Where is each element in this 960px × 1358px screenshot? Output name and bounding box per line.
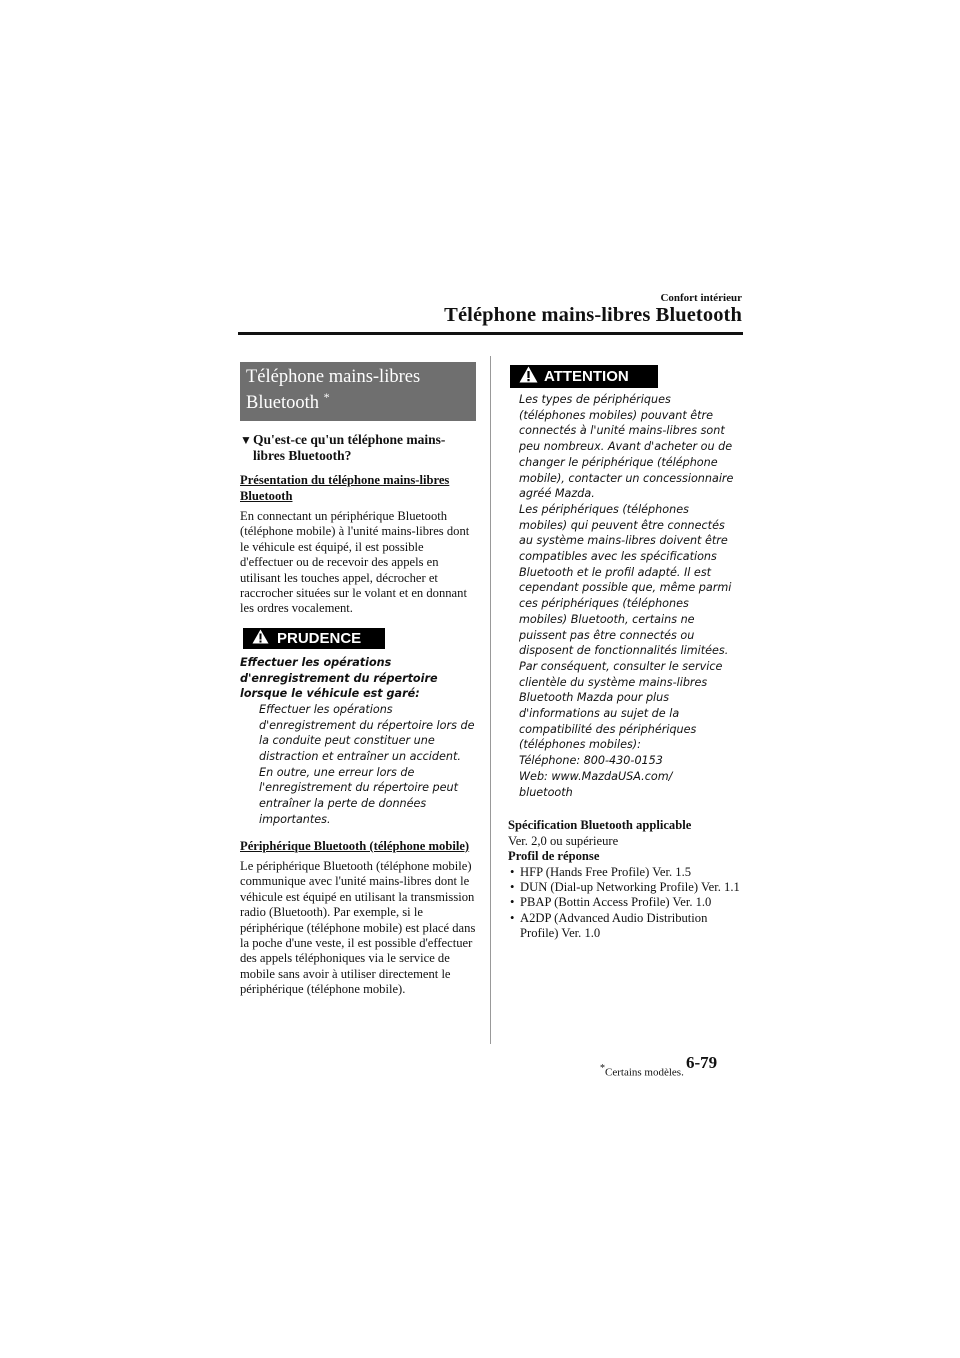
- profile-item: • HFP (Hands Free Profile) Ver. 1.5: [510, 864, 692, 879]
- spec-version: Ver. 2,0 ou supérieure: [508, 833, 619, 848]
- attention-line: d'informations au sujet de la: [519, 707, 680, 721]
- section-title-line1: Téléphone mains-libres: [246, 367, 421, 387]
- footnote-star: *: [600, 1063, 605, 1074]
- attention-line: mobiles) Bluetooth, certains ne: [519, 612, 695, 626]
- section-title-line2: Bluetooth: [246, 393, 319, 414]
- overview-paragraph: En connectant un périphérique Bluetooth (téléphone mobile) à l'unité mains-libres dont le véhicule est équipé, il est possible d'effectuer ou de recevoir des appels en utilisant les touches appel, décrocher et raccrocher situées sur le volant et en donnant les ordres vocalement.: [240, 508, 470, 616]
- attention-line: Web: www.MazdaUSA.com/: [519, 769, 673, 783]
- bullet-icon: •: [510, 910, 515, 925]
- prudence-intro: Effectuer les opérations d'enregistrement du répertoire lorsque le véhicule est garé:: [240, 655, 438, 701]
- attention-line: compatibilité des périphériques: [519, 722, 697, 736]
- question-heading: [240, 432, 476, 464]
- attention-line: (téléphones mobiles):: [519, 738, 641, 752]
- attention-line: Bluetooth et le profil adapté. Il est: [519, 565, 712, 579]
- attention-line: puissent pas être connectés ou: [519, 628, 695, 642]
- profile-title: Profil de réponse: [508, 849, 600, 864]
- attention-line: Les types de périphériques: [519, 393, 671, 406]
- attention-line: peu nombreux. Avant d'acheter ou de: [519, 440, 733, 454]
- spec-title: Spécification Bluetooth applicable: [508, 818, 692, 833]
- page-number: 6-79: [686, 1053, 718, 1072]
- attention-line: ces périphériques (téléphones: [519, 597, 689, 611]
- optional-equipment-star: *: [323, 390, 330, 404]
- prudence-badge: [243, 628, 385, 649]
- left-column: [240, 362, 476, 998]
- attention-line: cependant possible que, même parmi: [519, 581, 732, 595]
- header-rule: [238, 332, 743, 335]
- attention-line: changer le périphérique (téléphone: [519, 455, 718, 469]
- attention-line: Téléphone: 800-430-0153: [519, 754, 663, 768]
- attention-line: mobile), contacter un concessionnaire: [519, 471, 734, 485]
- column-divider: [490, 356, 491, 1044]
- bullet-icon: •: [510, 879, 515, 894]
- attention-line: disposent de fonctionnalités limitées.: [519, 644, 729, 658]
- profile-item: • DUN (Dial-up Networking Profile) Ver. 1.1: [510, 879, 740, 894]
- device-paragraph: Le périphérique Bluetooth (téléphone mobile) communique avec l'unité mains-libres dont le véhicule est équipé en utilisant la transmission radio (Bluetooth). Par exemple, si le périphérique (téléphone mobile) est placé dans la poche d'une veste, il est possible d'effectuer des appels téléphoniques via le service de mobile sans avoir à utiliser directement le périphérique (téléphone mobile).: [240, 858, 476, 997]
- page-title: Téléphone mains-libres Bluetooth: [444, 304, 742, 326]
- attention-line: Les périphériques (téléphones: [519, 502, 689, 516]
- attention-line: clientèle du système mains-libres: [519, 675, 708, 689]
- prudence-label: PRUDENCE: [277, 629, 362, 647]
- triangle-down-icon: ▼: [240, 433, 252, 448]
- attention-line: mobiles) qui peuvent être connectés: [519, 518, 725, 532]
- attention-line: bluetooth: [519, 785, 573, 799]
- attention-body: [508, 392, 743, 800]
- prudence-body: Effectuer les opérations d'enregistrement du répertoire lors de la conduite peut constituer une distraction et entraîner un accident. En outre, une erreur lors de l'enregistrement du répertoire peut entraîner la perte de données importantes.: [259, 702, 475, 826]
- profile-item: • A2DP (Advanced Audio Distribution Profile) Ver. 1.0: [510, 910, 708, 941]
- attention-badge: [510, 365, 658, 388]
- chapter-label: Confort intérieur: [660, 292, 742, 304]
- attention-line: agréé Mazda.: [519, 487, 595, 501]
- attention-label: ATTENTION: [544, 367, 629, 385]
- attention-line: connectés à l'unité mains-libres sont: [519, 424, 725, 438]
- right-column: [508, 365, 743, 942]
- attention-line: au système mains-libres doivent être: [519, 534, 728, 548]
- warning-icon: [519, 366, 538, 386]
- attention-line: (téléphones mobiles) pouvant être: [519, 408, 714, 422]
- footnote: [600, 1063, 684, 1079]
- question-text: Qu'est-ce qu'un téléphone mains-libres Bluetooth?: [253, 432, 446, 464]
- footnote-text: Certains modèles.: [605, 1066, 684, 1079]
- bullet-icon: •: [510, 864, 515, 879]
- subhead-device: Périphérique Bluetooth (téléphone mobile): [240, 838, 470, 853]
- section-title-box: [240, 362, 476, 421]
- subhead-overview: Présentation du téléphone mains-libres Bluetooth: [240, 473, 450, 503]
- spec-block: [508, 818, 743, 941]
- attention-line: compatibles avec les spécifications: [519, 550, 717, 564]
- bullet-icon: •: [510, 895, 515, 910]
- profile-item: • PBAP (Bottin Access Profile) Ver. 1.0: [510, 895, 712, 910]
- attention-line: Par conséquent, consulter le service: [519, 659, 723, 673]
- warning-icon: [252, 629, 269, 647]
- attention-line: Bluetooth Mazda pour plus: [519, 691, 670, 705]
